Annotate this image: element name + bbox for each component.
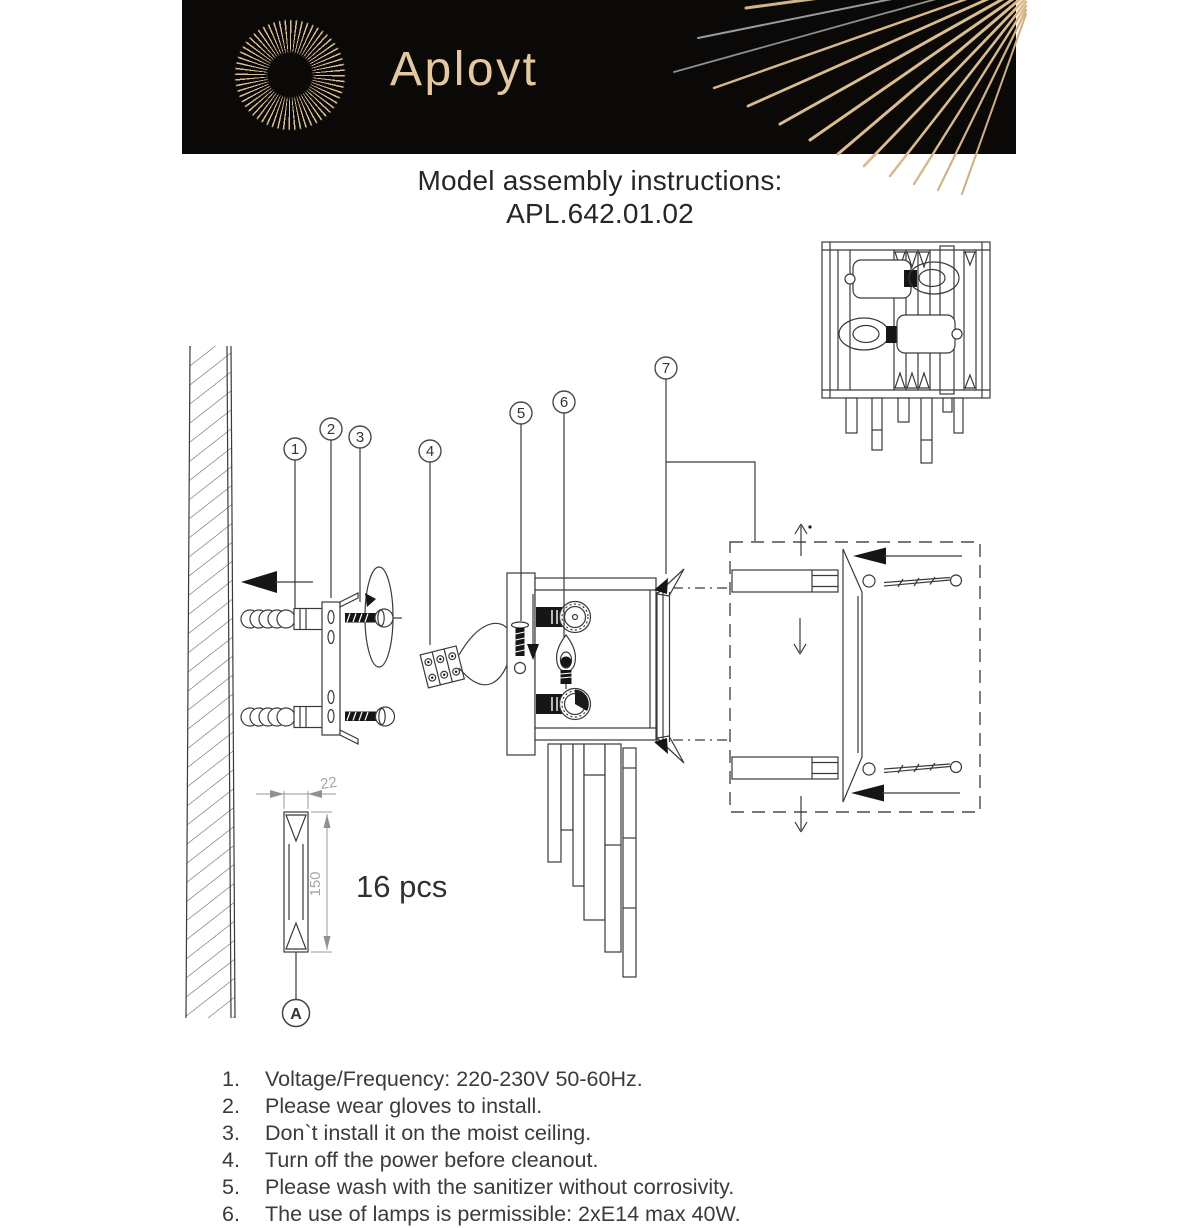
pieces-count-label: 16 pcs bbox=[356, 869, 448, 904]
instructions-list bbox=[222, 1066, 741, 1228]
instruction-text: The use of lamps is permissible: 2xE14 max 40W. bbox=[265, 1202, 741, 1226]
insert-arrow-icon bbox=[851, 785, 960, 802]
up-arrow-icon bbox=[795, 524, 812, 556]
mounting-screw bbox=[345, 567, 402, 667]
lamp-body bbox=[507, 569, 729, 977]
frame-rail bbox=[732, 757, 838, 779]
crystal-rods bbox=[548, 744, 636, 977]
frame-rail bbox=[732, 570, 838, 592]
instruction-number: 6. bbox=[222, 1202, 240, 1226]
insert-arrow-icon bbox=[853, 548, 962, 565]
assembly-diagram bbox=[150, 230, 1030, 1040]
width-dimension-label: 22 bbox=[319, 773, 339, 793]
instruction-text: Please wash with the sanitizer without corrosivity. bbox=[265, 1175, 735, 1199]
instruction-item bbox=[222, 1093, 741, 1120]
instruction-item bbox=[222, 1174, 741, 1201]
terminal-block bbox=[420, 623, 511, 688]
wire bbox=[459, 623, 511, 655]
push-arrow-icon bbox=[241, 571, 313, 593]
brand-banner bbox=[182, 0, 1016, 154]
down-arrow-icon bbox=[794, 618, 806, 654]
callout-3 bbox=[349, 426, 371, 448]
height-dimension-label: 150 bbox=[307, 871, 324, 897]
detail-marker-a: A bbox=[290, 1006, 302, 1023]
crystal-panel-detail bbox=[843, 549, 875, 802]
hook-loop bbox=[863, 763, 875, 775]
detail-box bbox=[730, 524, 980, 832]
rays-decoration-icon bbox=[686, 0, 1016, 154]
instruction-item bbox=[222, 1201, 741, 1228]
callout-1 bbox=[284, 438, 306, 460]
down-arrow-icon bbox=[795, 796, 807, 832]
instruction-text: Turn off the power before cleanout. bbox=[265, 1148, 599, 1172]
instruction-number: 1. bbox=[222, 1067, 240, 1091]
brand-wordmark: Aployt bbox=[390, 43, 539, 96]
instruction-text: Please wear gloves to install. bbox=[265, 1094, 543, 1118]
callout-label: 1 bbox=[290, 441, 300, 458]
callout-label: 6 bbox=[559, 394, 569, 411]
attachment-pin bbox=[884, 575, 962, 587]
hook-loop bbox=[863, 575, 875, 587]
instruction-number: 4. bbox=[222, 1148, 240, 1172]
mounting-screw bbox=[345, 707, 395, 726]
callout-label: 2 bbox=[326, 421, 336, 438]
callout-7 bbox=[655, 357, 677, 379]
callout-label: 4 bbox=[425, 443, 435, 460]
title-line: Model assembly instructions: bbox=[417, 165, 783, 196]
callout-label: 3 bbox=[355, 429, 365, 446]
callout-6 bbox=[553, 391, 575, 413]
crystal-panel bbox=[654, 569, 684, 763]
wire bbox=[459, 660, 509, 685]
wall bbox=[186, 346, 235, 1018]
callout-4 bbox=[419, 440, 441, 462]
callout-label: 7 bbox=[661, 360, 671, 377]
page-title bbox=[0, 164, 1200, 230]
instruction-number: 5. bbox=[222, 1175, 240, 1199]
callout-5 bbox=[510, 402, 532, 424]
crystal-rod-dimension bbox=[256, 774, 447, 1027]
model-number: APL.642.01.02 bbox=[506, 198, 694, 229]
sunburst-logo-icon bbox=[230, 15, 350, 135]
callout-label: 5 bbox=[516, 405, 526, 422]
instruction-number: 2. bbox=[222, 1094, 240, 1118]
assembled-lamp-drawing bbox=[822, 242, 990, 463]
instruction-text: Don`t install it on the moist ceiling. bbox=[265, 1121, 592, 1145]
instruction-number: 3. bbox=[222, 1121, 240, 1145]
instruction-text: Voltage/Frequency: 220-230V 50-60Hz. bbox=[265, 1067, 643, 1091]
instruction-item bbox=[222, 1147, 741, 1174]
instruction-item bbox=[222, 1120, 741, 1147]
attachment-pin bbox=[884, 762, 962, 774]
instruction-item bbox=[222, 1066, 741, 1093]
callout-2 bbox=[320, 418, 342, 440]
